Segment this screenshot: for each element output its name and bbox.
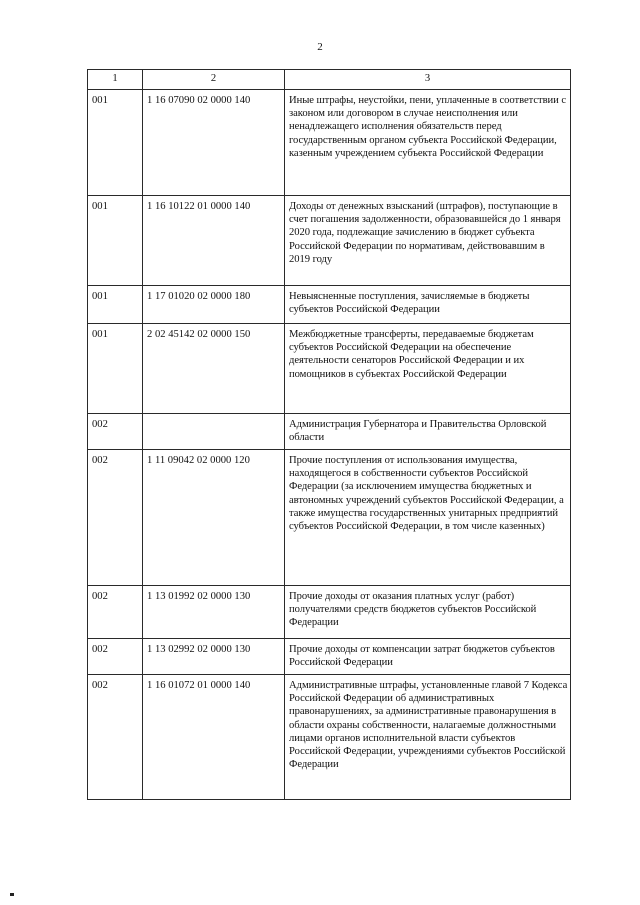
admin-code-cell: 001 (88, 324, 143, 414)
table-row (88, 90, 571, 196)
budget-code-cell: 1 16 10122 01 0000 140 (143, 196, 285, 286)
revenue-codes-table (87, 69, 571, 800)
admin-code-cell: 002 (88, 639, 143, 675)
budget-code-cell: 1 17 01020 02 0000 180 (143, 286, 285, 324)
budget-code-cell: 1 16 01072 01 0000 140 (143, 675, 285, 800)
budget-code-cell: 1 13 01992 02 0000 130 (143, 586, 285, 639)
description-cell: Межбюджетные трансферты, передаваемые бюджетам субъектов Российской Федерации на обеспечение деятельности сенаторов Российской Федерации и их помощников в субъектах Российской Федерации (285, 324, 571, 414)
scan-speck (10, 893, 14, 896)
budget-code-cell: 1 13 02992 02 0000 130 (143, 639, 285, 675)
admin-code-cell: 001 (88, 286, 143, 324)
description-cell: Административные штрафы, установленные главой 7 Кодекса Российской Федерации об административных правонарушениях, за административные правонарушения в области охраны собственности, налагаемые должностными лицами органов исполнительной власти субъектов Российской Федерации, учреждениями субъектов Российской Федерации (285, 675, 571, 800)
admin-code-cell: 001 (88, 196, 143, 286)
description-cell: Доходы от денежных взысканий (штрафов), поступающие в счет погашения задолженности, образовавшейся до 1 января 2020 года, подлежащие зачислению в бюджет субъекта Российской Федерации по нормативам, действовавшим в 2019 году (285, 196, 571, 286)
budget-code-cell (143, 414, 285, 450)
page-number: 2 (317, 41, 323, 53)
table-row (88, 586, 571, 639)
table-row (88, 414, 571, 450)
admin-code-cell: 002 (88, 586, 143, 639)
description-cell: Иные штрафы, неустойки, пени, уплаченные в соответствии с законом или договором в случае неисполнения или ненадлежащего исполнения обязательств перед государственным органом субъекта Российской Федерации, казенным учреждением субъекта Российской Федерации (285, 90, 571, 196)
budget-code-cell: 1 11 09042 02 0000 120 (143, 450, 285, 586)
admin-code-cell: 002 (88, 675, 143, 800)
column-header-2: 2 (143, 70, 285, 90)
column-header-1: 1 (88, 70, 143, 90)
table-row (88, 286, 571, 324)
admin-code-cell: 002 (88, 450, 143, 586)
column-header-3: 3 (285, 70, 571, 90)
table-row (88, 675, 571, 800)
budget-code-cell: 1 16 07090 02 0000 140 (143, 90, 285, 196)
table-header-row (88, 70, 571, 90)
description-cell: Администрация Губернатора и Правительства Орловской области (285, 414, 571, 450)
budget-code-cell: 2 02 45142 02 0000 150 (143, 324, 285, 414)
description-cell: Невыясненные поступления, зачисляемые в бюджеты субъектов Российской Федерации (285, 286, 571, 324)
table-row (88, 450, 571, 586)
table-row (88, 324, 571, 414)
description-cell: Прочие доходы от компенсации затрат бюджетов субъектов Российской Федерации (285, 639, 571, 675)
description-cell: Прочие поступления от использования имущества, находящегося в собственности субъектов Российской Федерации (за исключением имущества бюджетных и автономных учреждений субъектов Российской Федерации, а также имущества государственных унитарных предприятий субъектов Российской Федерации, в том числе казенных) (285, 450, 571, 586)
description-cell: Прочие доходы от оказания платных услуг (работ) получателями средств бюджетов субъектов Российской Федерации (285, 586, 571, 639)
table-row (88, 639, 571, 675)
admin-code-cell: 002 (88, 414, 143, 450)
admin-code-cell: 001 (88, 90, 143, 196)
table-row (88, 196, 571, 286)
